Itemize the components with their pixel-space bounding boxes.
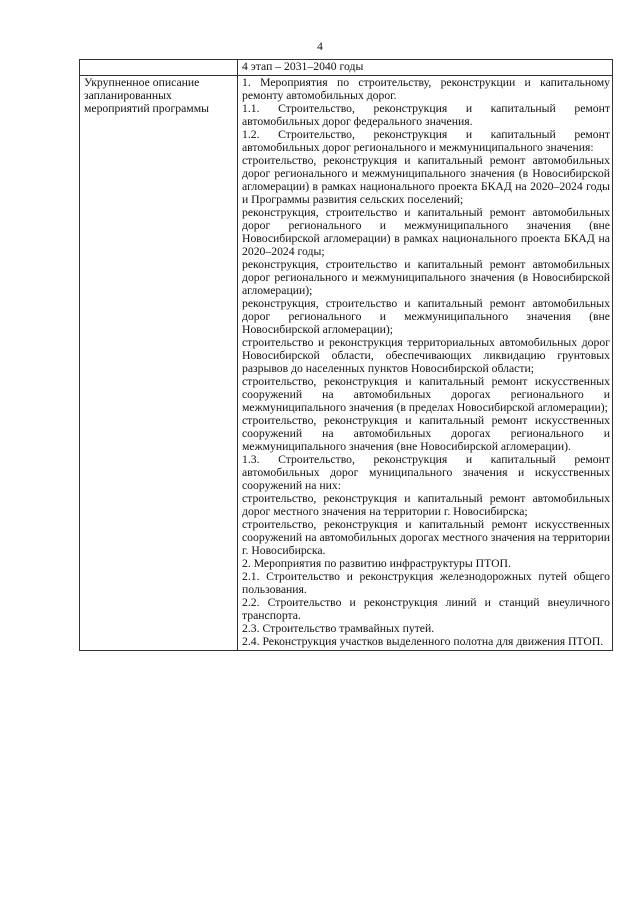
stage-empty-cell	[80, 60, 238, 76]
paragraph: строительство, реконструкция и капитальный ремонт автомобильных дорог регионального и межмуниципального значения (в Новосибирской агломерации) в рамках национального проекта БКАД на 2020–2024 годы и Программы развития сельских поселений;	[242, 154, 610, 206]
paragraph: строительство и реконструкция территориальных автомобильных дорог Новосибирской области, обеспечивающих ликвидацию грунтовых разрывов до населенных пунктов Новосибирской области;	[242, 336, 610, 375]
paragraph: 2.2. Строительство и реконструкция линий и станций внеуличного транспорта.	[242, 596, 610, 622]
paragraph: 1.3. Строительство, реконструкция и капитальный ремонт автомобильных дорог муниципального значения и искусственных сооружений на них:	[242, 453, 610, 492]
paragraph: строительство, реконструкция и капитальный ремонт искусственных сооружений на автомобильных дорогах регионального и межмуниципального значения (вне Новосибирской агломерации).	[242, 414, 610, 453]
row-label: Укрупненное описание запланированных мероприятий программы	[80, 76, 238, 651]
program-description-row	[80, 76, 613, 651]
paragraph: реконструкция, строительство и капитальный ремонт автомобильных дорог регионального и межмуниципального значения (вне Новосибирской агломерации);	[242, 297, 610, 336]
paragraph: 2.3. Строительство трамвайных путей.	[242, 622, 435, 635]
stage-header: 4 этап – 2031–2040 годы	[238, 60, 613, 76]
measures-description	[238, 76, 613, 651]
paragraph: реконструкция, строительство и капитальный ремонт автомобильных дорог регионального и межмуниципального значения (вне Новосибирской агломерации) в рамках национального проекта БКАД на 2020–2024 годы;	[242, 206, 610, 258]
paragraph: 2.4. Реконструкция участков выделенного полотна для движения ПТОП.	[242, 635, 604, 648]
paragraph: 1.1. Строительство, реконструкция и капитальный ремонт автомобильных дорог федерального значения.	[242, 102, 610, 128]
paragraph: 1. Мероприятия по строительству, реконструкции и капитальному ремонту автомобильных дорог.	[242, 76, 610, 102]
paragraph: строительство, реконструкция и капитальный ремонт искусственных сооружений на автомобильных дорогах регионального и межмуниципального значения (в пределах Новосибирской агломерации);	[242, 375, 610, 414]
paragraph: 2. Мероприятия по развитию инфраструктуры ПТОП.	[242, 557, 511, 570]
paragraph: 1.2. Строительство, реконструкция и капитальный ремонт автомобильных дорог регионального и межмуниципального значения:	[242, 128, 610, 154]
paragraph: строительство, реконструкция и капитальный ремонт автомобильных дорог местного значения на территории г. Новосибирска;	[242, 492, 610, 518]
paragraph: строительство, реконструкция и капитальный ремонт искусственных сооружений на автомобильных дорогах местного значения на территории г. Новосибирска.	[242, 518, 610, 557]
stage-header-row	[80, 60, 613, 76]
paragraph: реконструкция, строительство и капитальный ремонт автомобильных дорог регионального и межмуниципального значения (в Новосибирской агломерации);	[242, 258, 610, 297]
paragraph: 2.1. Строительство и реконструкция железнодорожных путей общего пользования.	[242, 570, 610, 596]
program-table	[79, 59, 613, 651]
page-number: 4	[317, 41, 323, 53]
